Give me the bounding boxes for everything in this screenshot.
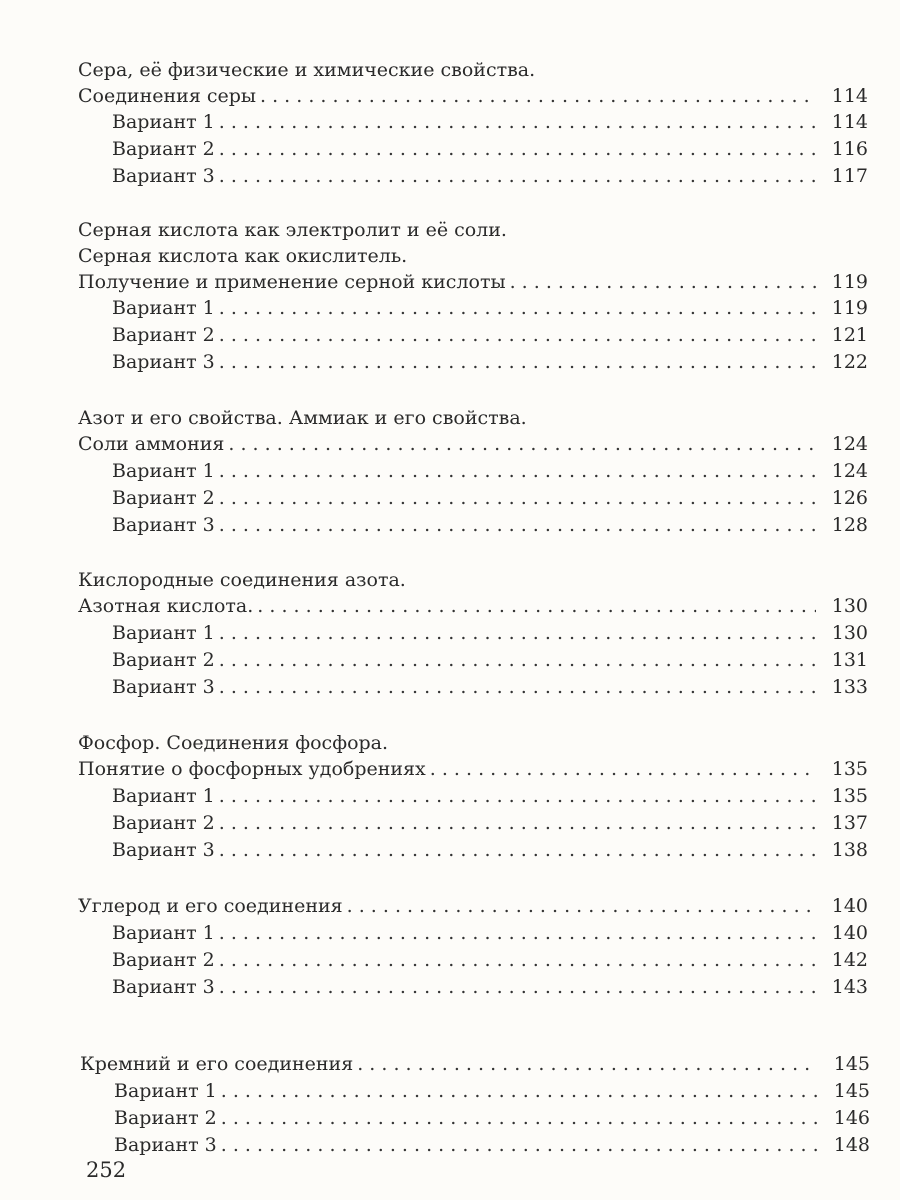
entry-page: 140 [831,895,868,917]
section-title: Сера, её физические и химические свойства. [78,59,536,81]
variant-page: 128 [831,514,868,536]
entry-label: Углерод и его соединения [78,895,343,917]
variant-label: Вариант 3 [112,976,215,998]
variant-entry[interactable] [112,673,868,701]
leader-dots [228,430,816,458]
variant-entry[interactable] [114,1104,870,1132]
toc-entry[interactable] [78,268,868,296]
section-title: Фосфор. Соединения фосфора. [78,732,389,754]
variant-label: Вариант 1 [112,622,215,644]
variant-label: Вариант 1 [112,297,215,319]
variant-entry[interactable] [112,973,868,1001]
variant-entry[interactable] [112,457,868,485]
leader-dots [219,162,816,190]
section-title: Серная кислота как окислитель. [78,245,408,267]
toc-entry[interactable] [78,430,868,458]
variant-entry[interactable] [112,646,868,674]
section-title: Серная кислота как электролит и её соли. [78,219,507,241]
leader-dots [219,348,816,376]
leader-dots [219,946,816,974]
toc-entry[interactable] [80,1050,870,1078]
entry-page: 114 [831,85,868,107]
toc-entry[interactable] [78,755,868,783]
leader-dots [219,673,816,701]
variant-label: Вариант 2 [112,649,215,671]
leader-dots [257,592,816,620]
variant-page: 131 [831,649,868,671]
leader-dots [219,619,816,647]
variant-label: Вариант 2 [112,487,215,509]
variant-entry[interactable] [112,108,868,136]
leader-dots [219,511,816,539]
variant-label: Вариант 2 [112,949,215,971]
variant-page: 119 [831,297,868,319]
leader-dots [219,321,816,349]
variant-page: 122 [831,351,868,373]
variant-page: 146 [833,1107,870,1129]
variant-label: Вариант 1 [112,460,215,482]
leader-dots [221,1131,818,1159]
variant-page: 140 [831,922,868,944]
variant-page: 124 [831,460,868,482]
variant-entry[interactable] [112,321,868,349]
toc-entry[interactable] [78,82,868,110]
entry-page: 130 [831,595,868,617]
variant-entry[interactable] [114,1131,870,1159]
variant-entry[interactable] [112,135,868,163]
variant-entry[interactable] [112,511,868,539]
toc-entry[interactable] [78,892,868,920]
variant-page: 145 [833,1080,870,1102]
variant-entry[interactable] [112,782,868,810]
leader-dots [219,108,816,136]
entry-label: Соединения серы [78,85,257,107]
variant-entry[interactable] [112,809,868,837]
leader-dots [219,294,816,322]
leader-dots [221,1104,818,1132]
entry-label: Понятие о фосфорных удобрениях [78,758,426,780]
entry-label: Азотная кислота. [78,595,254,617]
variant-page: 148 [833,1134,870,1156]
variant-page: 121 [831,324,868,346]
variant-page: 117 [831,165,868,187]
variant-page: 135 [831,785,868,807]
variant-label: Вариант 2 [112,324,215,346]
leader-dots [219,836,816,864]
variant-label: Вариант 2 [112,812,215,834]
variant-entry[interactable] [112,919,868,947]
leader-dots [430,755,816,783]
variant-page: 133 [831,676,868,698]
variant-page: 142 [831,949,868,971]
variant-label: Вариант 3 [112,514,215,536]
entry-page: 124 [831,433,868,455]
variant-entry[interactable] [112,294,868,322]
variant-entry[interactable] [112,619,868,647]
section-title: Кислородные соединения азота. [78,569,406,591]
variant-page: 126 [831,487,868,509]
entry-label: Получение и применение серной кислоты [78,271,506,293]
entry-label: Кремний и его соединения [80,1053,354,1075]
page-number: 252 [86,1158,127,1182]
variant-entry[interactable] [112,348,868,376]
variant-label: Вариант 3 [112,839,215,861]
leader-dots [219,919,816,947]
entry-label: Соли аммония [78,433,225,455]
leader-dots [357,1050,818,1078]
variant-entry[interactable] [112,484,868,512]
variant-label: Вариант 2 [112,138,215,160]
leader-dots [219,973,816,1001]
leader-dots [347,892,816,920]
variant-label: Вариант 3 [114,1134,217,1156]
variant-page: 130 [831,622,868,644]
variant-label: Вариант 1 [114,1080,217,1102]
leader-dots [219,484,816,512]
leader-dots [219,135,816,163]
variant-label: Вариант 3 [112,165,215,187]
variant-label: Вариант 1 [112,922,215,944]
section-title: Азот и его свойства. Аммиак и его свойства. [78,407,527,429]
variant-entry[interactable] [112,162,868,190]
entry-page: 135 [831,758,868,780]
entry-page: 145 [833,1053,870,1075]
variant-label: Вариант 1 [112,785,215,807]
leader-dots [219,646,816,674]
toc-entry[interactable] [78,592,868,620]
leader-dots [221,1077,818,1105]
variant-page: 137 [831,812,868,834]
leader-dots [219,457,816,485]
variant-page: 114 [831,111,868,133]
entry-page: 119 [831,271,868,293]
leader-dots [219,809,816,837]
leader-dots [219,782,816,810]
variant-page: 138 [831,839,868,861]
leader-dots [260,82,816,110]
variant-page: 116 [831,138,868,160]
variant-label: Вариант 3 [112,351,215,373]
variant-label: Вариант 1 [112,111,215,133]
variant-entry[interactable] [112,836,868,864]
variant-label: Вариант 2 [114,1107,217,1129]
variant-label: Вариант 3 [112,676,215,698]
variant-entry[interactable] [112,946,868,974]
leader-dots [510,268,816,296]
variant-entry[interactable] [114,1077,870,1105]
variant-page: 143 [831,976,868,998]
